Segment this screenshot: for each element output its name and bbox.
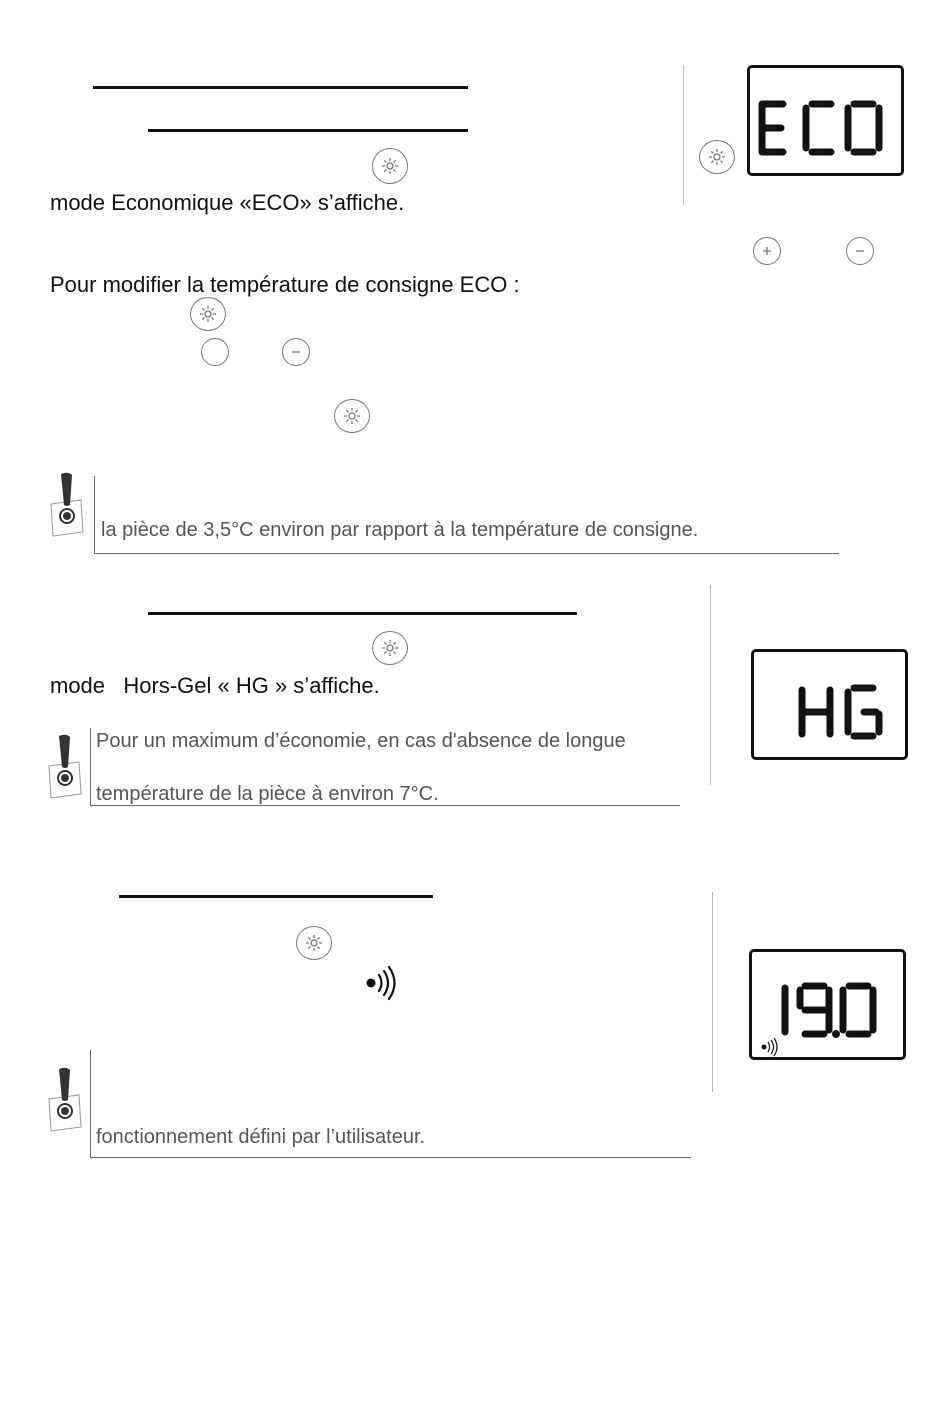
user-heading-underline (119, 895, 433, 898)
eco-lcd-display (747, 65, 904, 176)
eco-mode-text: mode Economique «ECO» s’affiche. (50, 190, 405, 215)
gear-icon (198, 304, 218, 324)
settings-button[interactable] (372, 148, 408, 184)
minus-button[interactable] (846, 237, 874, 265)
eco-modify-text: Pour modifier la température de consigne ECO : (50, 272, 520, 297)
minus-button[interactable] (282, 338, 310, 366)
signal-waves-icon (362, 964, 398, 1002)
settings-button[interactable] (190, 297, 226, 331)
eco-note-text: la pièce de 3,5°C environ par rapport à la température de consigne. (101, 519, 699, 541)
hg-lcd-display (751, 649, 908, 760)
settings-button[interactable] (334, 399, 370, 433)
hg-mode-text: mode Hors-Gel « HG » s’affiche. (50, 673, 380, 698)
user-lcd-segments (752, 952, 903, 1057)
warning-icon (45, 732, 83, 800)
settings-button[interactable] (372, 631, 408, 665)
gear-icon (342, 406, 362, 426)
minus-icon (853, 244, 867, 258)
eco-divider (683, 65, 684, 205)
hg-note-line-2: température de la pièce à environ 7°C. (96, 783, 439, 805)
user-note-text: fonctionnement défini par l’utilisateur. (96, 1126, 426, 1148)
gear-icon (380, 156, 400, 176)
user-divider (712, 892, 713, 1092)
eco-note-frame (94, 476, 839, 554)
eco-heading-underline-2 (148, 129, 468, 132)
settings-button[interactable] (296, 926, 332, 960)
hg-divider (710, 585, 711, 785)
plus-icon (760, 244, 774, 258)
gear-icon (380, 638, 400, 658)
plus-button[interactable] (201, 338, 229, 366)
gear-icon (304, 933, 324, 953)
hg-note-line-1: Pour un maximum d’économie, en cas d'absence de longue (96, 730, 626, 752)
warning-icon (47, 470, 85, 538)
settings-button[interactable] (699, 140, 735, 174)
user-lcd-display (749, 949, 906, 1060)
plus-button[interactable] (753, 237, 781, 265)
hg-heading-underline (148, 612, 577, 615)
warning-icon (45, 1065, 83, 1133)
hg-lcd-segments (754, 652, 905, 757)
gear-icon (707, 147, 727, 167)
minus-icon (289, 345, 303, 359)
eco-heading-underline-1 (93, 86, 468, 89)
eco-lcd-segments (750, 68, 901, 173)
